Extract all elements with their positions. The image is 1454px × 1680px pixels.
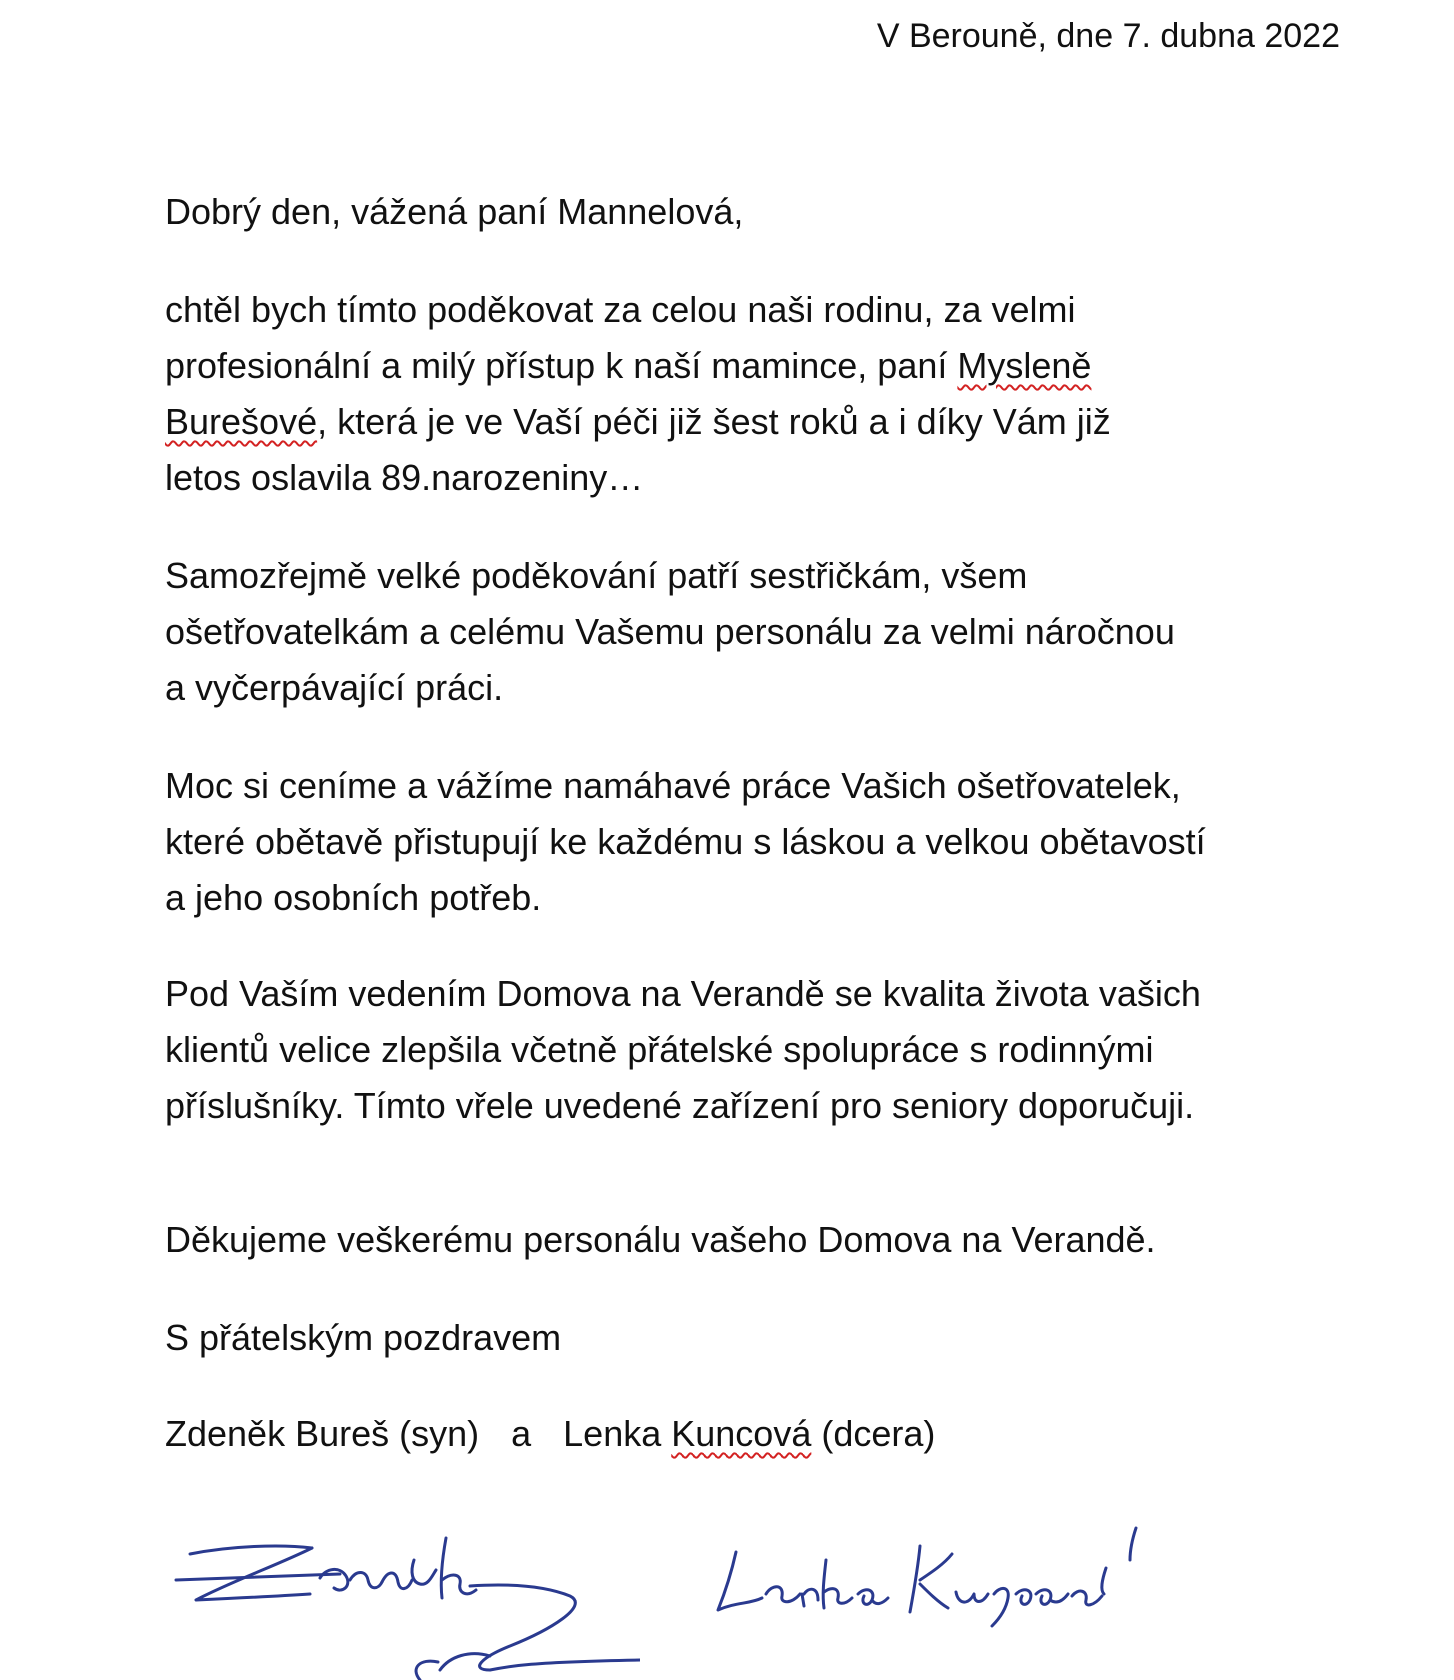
misspelled-name-myslene: Mysleně <box>957 345 1092 386</box>
paragraph-3 <box>165 758 1206 926</box>
signers-conjunction: a <box>511 1413 532 1454</box>
paragraph-2-line-3: a vyčerpávající práci. <box>165 667 504 708</box>
signature-lenka-kuncova <box>706 1520 1176 1640</box>
signer-first: Zdeněk Bureš (syn) <box>165 1413 480 1454</box>
signer-second-first-name: Lenka <box>563 1413 672 1454</box>
paragraph-1-line-4: letos oslavila 89.narozeniny… <box>165 457 644 498</box>
paragraph-1-line-3 <box>165 394 1111 450</box>
paragraph-1-line-1: chtěl bych tímto poděkovat za celou naši rodinu, za velmi <box>165 289 1076 330</box>
signer-second-role: (dcera) <box>811 1413 936 1454</box>
paragraph-4-line-2: klientů velice zlepšila včetně přátelské spolupráce s rodinnými <box>165 1029 1154 1070</box>
greeting: Dobrý den, vážená paní Mannelová, <box>165 191 744 232</box>
paragraph-2-line-1: Samozřejmě velké poděkování patří sestřičkám, všem <box>165 555 1028 596</box>
signature-zdenek <box>170 1520 640 1680</box>
paragraph-1-line-2 <box>165 338 1111 394</box>
paragraph-3-line-3: a jeho osobních potřeb. <box>165 877 542 918</box>
letter-date: V Berouně, dne 7. dubna 2022 <box>876 17 1340 55</box>
thanks-line: Děkujeme veškerému personálu vašeho Domova na Verandě. <box>165 1219 1156 1260</box>
paragraph-4-line-1: Pod Vaším vedením Domova na Verandě se kvalita života vašich <box>165 973 1201 1014</box>
paragraph-4 <box>165 966 1201 1134</box>
misspelled-name-kuncova: Kuncová <box>671 1413 812 1454</box>
signers-line <box>165 1406 935 1462</box>
paragraph-4-line-3: příslušníky. Tímto vřele uvedené zařízení pro seniory doporučuji. <box>165 1085 1195 1126</box>
paragraph-1 <box>165 282 1111 506</box>
misspelled-name-buresove: Burešové <box>165 401 318 442</box>
paragraph-3-line-2: které obětavě přistupují ke každému s láskou a velkou obětavostí <box>165 821 1206 862</box>
paragraph-3-line-1: Moc si ceníme a vážíme namáhavé práce Vašich ošetřovatelek, <box>165 765 1181 806</box>
paragraph-1-line-3-text: , která je ve Vaší péči již šest roků a i díky Vám již <box>317 401 1111 442</box>
paragraph-1-line-2-text: profesionální a milý přístup k naší mamince, paní <box>165 345 958 386</box>
paragraph-2-line-2: ošetřovatelkám a celému Vašemu personálu za velmi náročnou <box>165 611 1175 652</box>
closing-line: S přátelským pozdravem <box>165 1317 562 1358</box>
paragraph-2 <box>165 548 1175 716</box>
